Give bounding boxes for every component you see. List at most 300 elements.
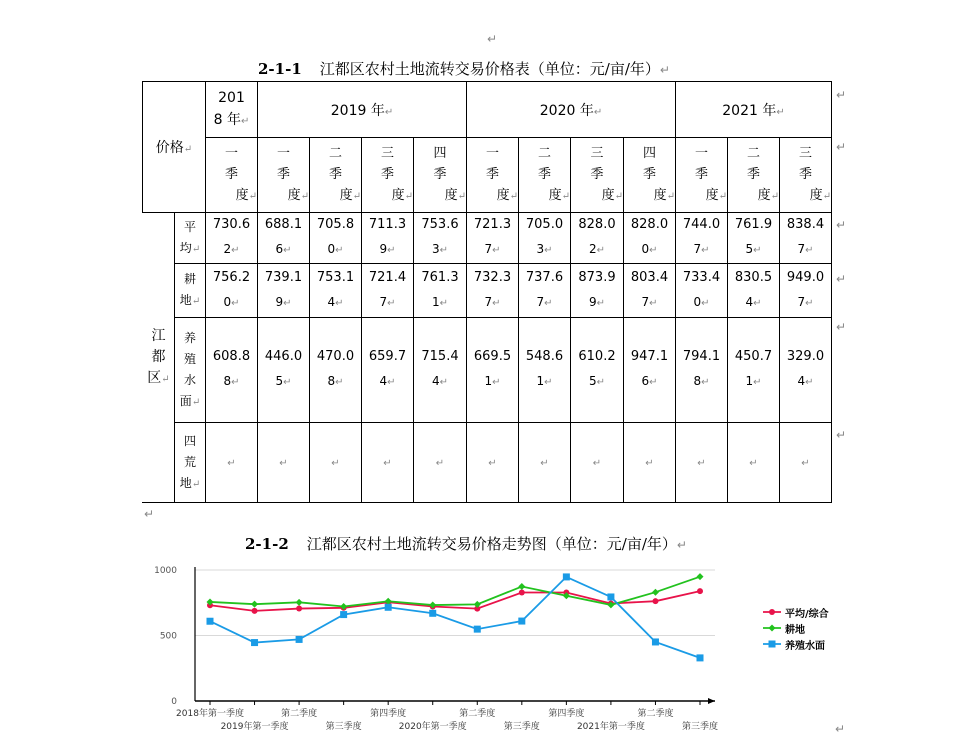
paragraph-mark: ↵	[283, 245, 292, 256]
paragraph-mark: ↵	[649, 245, 658, 256]
quarter-char-1: 四	[642, 146, 656, 161]
paragraph-mark: ↵	[544, 297, 553, 309]
price-trend-chart	[150, 555, 750, 745]
quarter-char-3: 度↵	[496, 188, 518, 203]
paragraph-mark: ↵	[240, 115, 250, 127]
value-suffix: 5↵	[275, 374, 292, 388]
paragraph-mark: ↵	[387, 377, 396, 388]
year-header-cell	[258, 82, 467, 138]
year-2018-line2: 8 年↵	[213, 111, 250, 128]
value-cell	[362, 423, 414, 503]
year-label: 2020 年	[539, 102, 594, 119]
quarter-char-1: 一	[224, 146, 238, 161]
paragraph-mark: ↵	[283, 377, 292, 388]
x-tick-label: 第三季度	[681, 722, 719, 732]
chart-caption	[245, 533, 687, 554]
x-tick-label: 第三季度	[503, 722, 540, 732]
quarter-char-3: 度↵	[235, 188, 257, 203]
paragraph-mark: ↵	[300, 191, 309, 202]
row-label-char: 地↵	[179, 293, 201, 307]
data-point	[207, 618, 214, 625]
data-point	[251, 639, 258, 646]
header-row-years	[143, 82, 832, 138]
x-tick-label: 2020年第一季度	[398, 722, 467, 732]
value-cell	[206, 423, 258, 503]
value-suffix: 7↵	[693, 242, 710, 256]
value-main: 730.6	[212, 217, 251, 232]
quarter-header-cell	[571, 138, 624, 213]
value-main: 470.0	[316, 349, 355, 364]
value-cell	[780, 264, 832, 318]
row-label-cell	[175, 318, 206, 423]
value-cell	[310, 213, 362, 264]
value-main: 753.6	[421, 217, 459, 232]
value-cell	[206, 318, 258, 423]
paragraph-mark: ↵	[836, 272, 847, 286]
quarter-char-2: 季	[694, 167, 708, 182]
legend-item	[763, 636, 829, 652]
value-suffix: 0↵	[693, 294, 710, 309]
y-tick-label: 500	[159, 631, 177, 642]
paragraph-mark: ↵	[544, 245, 553, 256]
value-cell	[310, 423, 362, 503]
value-cell	[414, 264, 467, 318]
paragraph-mark: ↵	[645, 458, 654, 469]
paragraph-mark: ↵	[701, 297, 710, 309]
value-suffix: 6↵	[275, 242, 292, 256]
value-suffix: 9↵	[379, 242, 396, 256]
quarter-char-1: 二	[746, 146, 760, 161]
value-cell	[780, 213, 832, 264]
data-point	[429, 610, 436, 617]
quarter-header-cell	[780, 138, 832, 213]
value-main: 610.2	[578, 349, 616, 364]
paragraph-mark: ↵	[701, 377, 710, 388]
quarter-header-cell	[310, 138, 362, 213]
table-caption-title: 江都区农村土地流转交易价格表（单位：元/亩/年）	[319, 60, 660, 78]
x-tick-label: 第四季度	[548, 709, 585, 719]
value-suffix: 1↵	[484, 374, 501, 388]
paragraph-mark: ↵	[701, 245, 710, 256]
legend-label: 耕地	[785, 624, 805, 636]
paragraph-mark: ↵	[596, 377, 606, 388]
x-tick-label: 2021年第一季度	[576, 722, 645, 732]
value-cell	[362, 213, 414, 264]
quarter-header-cell	[258, 138, 310, 213]
value-cell	[206, 264, 258, 318]
value-cell	[362, 318, 414, 423]
paragraph-mark: ↵	[666, 191, 675, 202]
paragraph-mark: ↵	[227, 458, 236, 469]
price-table	[142, 81, 832, 503]
paragraph-mark: ↵	[836, 218, 847, 232]
value-cell	[258, 423, 310, 503]
quarter-char-3: 度↵	[601, 188, 623, 203]
value-main: 705.8	[316, 217, 355, 232]
paragraph-mark: ↵	[404, 191, 413, 202]
value-main: 705.0	[525, 217, 564, 232]
value-suffix: 5↵	[745, 242, 762, 256]
paragraph-mark: ↵	[161, 373, 170, 385]
value-main: 669.5	[473, 349, 512, 364]
row-label-char: 平	[183, 219, 196, 234]
row-label-char: 耕	[183, 272, 196, 286]
value-main: 737.6	[525, 269, 564, 285]
value-suffix: 7↵	[484, 242, 501, 256]
year-header-cell	[676, 82, 832, 138]
paragraph-mark: ↵	[352, 191, 361, 202]
paragraph-mark: ↵	[248, 191, 257, 202]
year-2018-line1: 201	[218, 89, 245, 106]
value-cell	[310, 318, 362, 423]
paragraph-mark: ↵	[697, 458, 706, 469]
value-suffix: 2↵	[223, 242, 240, 256]
paragraph-mark: ↵	[509, 191, 518, 202]
quarter-char-2: 季	[746, 167, 760, 182]
paragraph-mark: ↵	[488, 458, 497, 469]
paragraph-mark: ↵	[805, 245, 814, 256]
paragraph-mark: ↵	[383, 458, 392, 469]
value-suffix: 7↵	[379, 294, 396, 309]
legend-label: 平均/综合	[785, 608, 829, 620]
row-label-char: 四	[183, 433, 196, 448]
paragraph-mark: ↵	[676, 538, 687, 552]
quarter-char-2: 季	[433, 167, 447, 182]
paragraph-mark: ↵	[191, 396, 201, 408]
paragraph-mark: ↵	[836, 320, 847, 334]
paragraph-mark: ↵	[457, 191, 466, 202]
data-point	[518, 583, 525, 590]
value-cell	[519, 213, 571, 264]
value-cell	[728, 264, 780, 318]
row-label-char: 均↵	[179, 240, 201, 255]
data-point	[652, 598, 658, 604]
row-label-char: 水	[183, 372, 196, 387]
data-point	[652, 638, 659, 645]
value-cell	[728, 423, 780, 503]
quarter-char-3: 度↵	[391, 188, 413, 203]
data-point	[697, 573, 704, 580]
paragraph-mark: ↵	[596, 297, 606, 309]
paragraph-mark: ↵	[753, 297, 762, 309]
quarter-char-3: 度↵	[653, 188, 675, 203]
data-point	[296, 606, 302, 612]
paragraph-mark: ↵	[231, 377, 240, 388]
paragraph-mark: ↵	[439, 377, 449, 388]
value-suffix: 8↵	[223, 374, 240, 388]
legend-item	[763, 620, 829, 636]
value-cell	[728, 318, 780, 423]
paragraph-mark: ↵	[835, 722, 846, 736]
x-tick-label: 2018年第一季度	[176, 709, 244, 719]
row-label-cell	[175, 423, 206, 503]
value-suffix: 4↵	[327, 294, 344, 309]
value-main: 794.1	[682, 349, 721, 364]
paragraph-mark: ↵	[387, 297, 396, 309]
paragraph-mark: ↵	[492, 297, 501, 309]
value-main: 548.6	[525, 349, 564, 364]
data-point	[697, 588, 703, 594]
value-main: 711.3	[368, 217, 407, 232]
value-main: 949.0	[786, 269, 825, 285]
data-point	[252, 608, 258, 614]
value-main: 838.4	[786, 217, 825, 232]
value-suffix: 7↵	[641, 294, 658, 309]
paragraph-mark: ↵	[231, 297, 240, 309]
data-point	[296, 599, 303, 606]
region-char-1: 江	[151, 327, 166, 344]
value-cell	[571, 264, 624, 318]
quarter-header-cell	[362, 138, 414, 213]
row-label-char: 殖	[183, 351, 196, 366]
quarter-char-3: 度↵	[287, 188, 309, 203]
paragraph-mark: ↵	[191, 243, 201, 255]
value-main: 828.0	[578, 217, 616, 232]
value-cell	[571, 423, 624, 503]
value-suffix: 7↵	[536, 294, 553, 309]
value-main: 688.1	[264, 217, 303, 232]
quarter-char-2: 季	[380, 167, 394, 182]
chart-caption-title: 江都区农村土地流转交易价格走势图（单位：元/亩/年）	[306, 535, 677, 553]
value-main: 761.9	[734, 217, 773, 232]
paragraph-mark: ↵	[439, 297, 449, 309]
quarter-char-2: 季	[224, 167, 238, 182]
table-caption	[258, 58, 670, 79]
value-cell	[414, 423, 467, 503]
data-point	[563, 573, 570, 580]
quarter-char-3: 度↵	[548, 188, 570, 203]
quarter-char-1: 二	[537, 146, 551, 161]
quarter-header-cell	[728, 138, 780, 213]
value-suffix: 8↵	[693, 374, 710, 388]
value-main: 446.0	[264, 349, 303, 364]
legend-label: 养殖水面	[785, 640, 825, 652]
paragraph-mark: ↵	[191, 296, 201, 307]
value-suffix: 9↵	[588, 294, 606, 309]
row-label-char: 养	[183, 330, 196, 345]
paragraph-mark: ↵	[649, 377, 658, 388]
value-main: 732.3	[473, 269, 512, 285]
year-header-cell	[467, 82, 676, 138]
value-main: 715.4	[421, 349, 459, 364]
quarter-header-cell	[414, 138, 467, 213]
quarter-char-2: 季	[798, 167, 812, 182]
paragraph-mark: ↵	[544, 377, 553, 388]
paragraph-mark: ↵	[822, 191, 831, 202]
value-main: 803.4	[630, 269, 669, 285]
paragraph-mark: ↵	[805, 377, 814, 388]
value-suffix: 7↵	[797, 294, 814, 309]
row-label-char: 面↵	[179, 393, 201, 408]
row-label-cell	[175, 264, 206, 318]
value-cell	[571, 213, 624, 264]
paragraph-mark: ↵	[649, 297, 658, 309]
value-suffix: 4↵	[431, 374, 449, 388]
value-cell	[519, 264, 571, 318]
year-label: 2021 年	[722, 102, 777, 119]
header-row-quarters	[143, 138, 832, 213]
value-cell	[467, 213, 519, 264]
quarter-header-cell	[624, 138, 676, 213]
year-2018-cell	[206, 82, 258, 138]
table-row	[143, 318, 832, 423]
paragraph-mark: ↵	[540, 458, 549, 469]
value-cell	[467, 423, 519, 503]
value-main: 830.5	[734, 269, 773, 285]
paragraph-mark: ↵	[614, 191, 623, 202]
value-main: 721.4	[368, 269, 407, 285]
paragraph-mark: ↵	[836, 140, 847, 154]
y-tick-label: 0	[171, 697, 177, 707]
value-main: 739.1	[264, 269, 303, 285]
value-main: 873.9	[578, 269, 616, 285]
value-cell	[780, 318, 832, 423]
data-point	[385, 604, 392, 611]
value-suffix: 1↵	[431, 294, 449, 309]
x-axis-arrow	[708, 698, 715, 704]
quarter-char-1: 一	[485, 146, 499, 161]
paragraph-mark: ↵	[231, 245, 240, 256]
value-suffix: 0↵	[641, 242, 658, 256]
table-row	[143, 423, 832, 503]
value-suffix: 5↵	[588, 374, 606, 388]
quarter-char-3: 度↵	[705, 188, 727, 203]
table-row	[143, 264, 832, 318]
quarter-char-3: 度↵	[339, 188, 361, 203]
value-suffix: 6↵	[641, 374, 658, 388]
paragraph-mark: ↵	[596, 245, 606, 256]
quarter-header-cell	[519, 138, 571, 213]
data-point	[296, 636, 303, 643]
paragraph-mark: ↵	[753, 245, 762, 256]
value-cell	[676, 318, 728, 423]
paragraph-mark: ↵	[801, 458, 810, 469]
value-cell	[624, 423, 676, 503]
corner-label: 价格	[155, 140, 184, 156]
value-suffix: 1↵	[536, 374, 553, 388]
value-suffix: 9↵	[275, 294, 292, 309]
x-tick-label: 第二季度	[459, 709, 496, 719]
value-suffix: 4↵	[379, 374, 396, 388]
paragraph-mark: ↵	[592, 458, 602, 469]
region-cell	[143, 213, 175, 503]
value-cell	[676, 264, 728, 318]
paragraph-mark: ↵	[659, 63, 670, 77]
row-label-char: 荒	[183, 454, 196, 469]
value-cell	[519, 318, 571, 423]
quarter-char-2: 季	[537, 167, 551, 182]
value-suffix: 8↵	[327, 374, 344, 388]
value-cell	[676, 213, 728, 264]
quarter-char-2: 季	[590, 167, 604, 182]
quarter-header-cell	[467, 138, 519, 213]
value-cell	[728, 213, 780, 264]
data-point	[652, 589, 659, 596]
paragraph-mark: ↵	[718, 191, 727, 202]
paragraph-mark: ↵	[435, 458, 445, 469]
value-cell	[624, 318, 676, 423]
value-cell	[780, 423, 832, 503]
quarter-char-1: 三	[590, 146, 604, 161]
chart-legend	[763, 604, 829, 652]
paragraph-mark: ↵	[487, 32, 498, 46]
value-suffix: 4↵	[745, 294, 762, 309]
value-main: 733.4	[682, 269, 721, 285]
value-suffix: 7↵	[797, 242, 814, 256]
value-cell	[206, 213, 258, 264]
paragraph-mark: ↵	[770, 191, 779, 202]
paragraph-mark: ↵	[805, 297, 814, 309]
paragraph-mark: ↵	[492, 245, 501, 256]
paragraph-mark: ↵	[191, 478, 201, 490]
x-tick-label: 2019年第一季度	[220, 722, 289, 732]
quarter-char-1: 一	[694, 146, 708, 161]
value-suffix: 7↵	[484, 294, 501, 309]
x-tick-label: 第四季度	[370, 709, 407, 719]
data-point	[697, 654, 704, 661]
paragraph-mark: ↵	[387, 245, 396, 256]
quarter-char-3: 度↵	[809, 188, 831, 203]
value-main: 947.1	[630, 349, 669, 364]
paragraph-mark: ↵	[279, 458, 288, 469]
value-main: 659.7	[368, 349, 407, 364]
paragraph-mark: ↵	[492, 377, 501, 388]
value-main: 744.0	[682, 217, 721, 232]
region-char-2: 都	[151, 348, 166, 365]
value-cell	[414, 318, 467, 423]
paragraph-mark: ↵	[283, 297, 292, 309]
quarter-char-1: 三	[798, 146, 812, 161]
corner-cell	[143, 82, 206, 213]
quarter-header-cell	[676, 138, 728, 213]
value-cell	[467, 264, 519, 318]
value-cell	[624, 213, 676, 264]
value-main: 608.8	[212, 349, 251, 364]
value-cell	[414, 213, 467, 264]
value-suffix: 0↵	[327, 242, 344, 256]
paragraph-mark: ↵	[776, 106, 785, 118]
paragraph-mark: ↵	[335, 377, 344, 388]
series-line	[210, 577, 700, 658]
data-point	[518, 618, 525, 625]
table-caption-number: 2-1-1	[258, 60, 302, 78]
value-suffix: 3↵	[536, 242, 553, 256]
value-main: 828.0	[630, 217, 669, 232]
data-point	[474, 626, 481, 633]
quarter-char-2: 季	[642, 167, 656, 182]
legend-marker	[763, 607, 781, 617]
value-main: 761.3	[421, 269, 459, 285]
quarter-char-2: 季	[328, 167, 342, 182]
value-suffix: 4↵	[797, 374, 814, 388]
value-cell	[676, 423, 728, 503]
value-cell	[624, 264, 676, 318]
paragraph-mark: ↵	[439, 245, 449, 256]
value-main: 753.1	[316, 269, 355, 285]
row-label-cell	[175, 213, 206, 264]
quarter-char-2: 季	[276, 167, 290, 182]
value-cell	[571, 318, 624, 423]
paragraph-mark: ↵	[183, 144, 193, 155]
paragraph-mark: ↵	[593, 106, 603, 118]
legend-item	[763, 604, 829, 620]
paragraph-mark: ↵	[836, 428, 847, 442]
value-main: 756.2	[212, 269, 251, 285]
data-point	[251, 601, 258, 608]
table-row	[143, 213, 832, 264]
value-suffix: 0↵	[223, 294, 240, 309]
quarter-char-1: 三	[380, 146, 394, 161]
